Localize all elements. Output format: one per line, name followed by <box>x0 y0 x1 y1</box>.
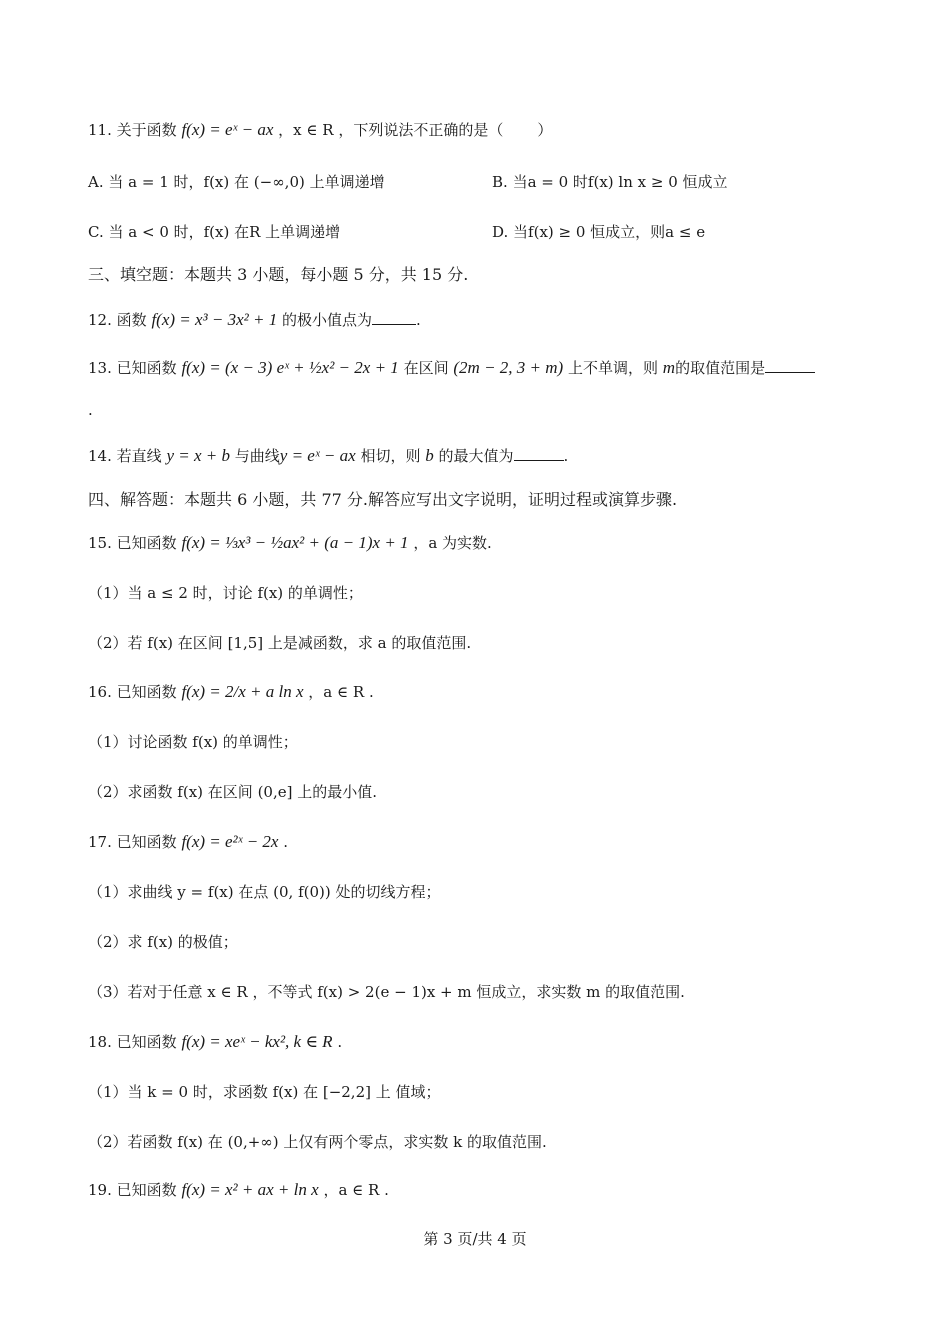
q15-part1: （1）当 a ≤ 2 时，讨论 f(x) 的单调性； <box>88 584 363 602</box>
q13-variable: m <box>662 358 676 377</box>
q19-function: f(x) = x² + ax + ln x <box>181 1180 319 1199</box>
q12-text-tail: 的极小值点为 <box>282 311 373 329</box>
q11-option-d <box>492 220 705 244</box>
q14-answer-blank[interactable] <box>514 446 564 461</box>
q18-part2: （2）若函数 f(x) 在 (0,+∞) 上仅有两个零点，求实数 k 的取值范围. <box>88 1133 547 1151</box>
q13-number: 13. <box>88 359 112 377</box>
option-d-label: D. <box>492 223 509 241</box>
q19-text: 已知函数 <box>116 1181 177 1199</box>
q14-text-tail: 的最大值为 <box>438 447 514 465</box>
q18-function: f(x) = xeˣ − kx², k ∈ R <box>181 1032 333 1051</box>
q13-text-mid2: 上不单调，则 <box>567 359 658 377</box>
q16-part2: （2）求函数 f(x) 在区间 (0,e] 上的最小值. <box>88 783 377 801</box>
option-a-label: A. <box>88 173 104 191</box>
q12-answer-blank[interactable] <box>372 310 416 325</box>
q18-number: 18. <box>88 1033 112 1051</box>
option-b-label: B. <box>492 173 508 191</box>
q13-text-tail: 的取值范围是 <box>675 359 766 377</box>
q11-option-c <box>88 220 340 244</box>
q11-number: 11. <box>88 121 112 139</box>
section-4-heading: 四、解答题：本题共 6 小题，共 77 分.解答应写出文字说明，证明过程或演算步骤. <box>88 490 678 509</box>
q18 <box>88 1030 342 1054</box>
q14 <box>88 444 568 468</box>
q13-interval: (2m − 2, 3 + m) <box>453 358 564 377</box>
q13-period: . <box>88 401 93 419</box>
q14-line: y = x + b <box>166 446 230 465</box>
option-a-text: 当 a = 1 时，f(x) 在 (−∞,0) 上单调递增 <box>108 173 385 191</box>
q16-number: 16. <box>88 683 112 701</box>
q16-text: 已知函数 <box>116 683 177 701</box>
q12-period: . <box>416 311 421 329</box>
q13-text-mid: 在区间 <box>403 359 449 377</box>
q14-text-mid: 与曲线 <box>234 447 280 465</box>
q11-option-b <box>492 170 728 194</box>
q11-stem-text: 关于函数 <box>116 121 177 139</box>
q15 <box>88 531 492 555</box>
q17-part3: （3）若对于任意 x ∈ R ，不等式 f(x) > 2(e − 1)x + m 恒成立，求实数 m 的取值范围. <box>88 983 685 1001</box>
q19-text-tail: ，a ∈ R . <box>323 1181 389 1199</box>
q15-function: f(x) = ⅓x³ − ½ax² + (a − 1)x + 1 <box>181 533 409 552</box>
q12-number: 12. <box>88 311 112 329</box>
q16-function: f(x) = 2/x + a ln x <box>181 682 304 701</box>
q11-function: f(x) = eˣ − ax <box>181 120 274 139</box>
q15-number: 15. <box>88 534 112 552</box>
q15-text-tail: ，a 为实数. <box>413 534 492 552</box>
q18-text: 已知函数 <box>116 1033 177 1051</box>
q12 <box>88 308 421 332</box>
option-c-label: C. <box>88 223 104 241</box>
q19-number: 19. <box>88 1181 112 1199</box>
q17-period: . <box>283 833 289 851</box>
q18-part1: （1）当 k = 0 时，求函数 f(x) 在 [−2,2] 上 值域； <box>88 1083 441 1101</box>
q11-paren-close: ） <box>537 121 553 139</box>
q14-number: 14. <box>88 447 112 465</box>
q17-function: f(x) = e²ˣ − 2x <box>181 832 279 851</box>
q18-period: . <box>337 1033 343 1051</box>
q13-answer-blank[interactable] <box>765 358 815 373</box>
q16-part1: （1）讨论函数 f(x) 的单调性； <box>88 733 298 751</box>
q15-part2: （2）若 f(x) 在区间 [1,5] 上是减函数，求 a 的取值范围. <box>88 634 472 652</box>
option-d-text: 当f(x) ≥ 0 恒成立，则a ≤ e <box>513 223 706 241</box>
q13-text: 已知函数 <box>116 359 177 377</box>
q13 <box>88 356 815 380</box>
q11-option-a <box>88 170 385 194</box>
q17-part1: （1）求曲线 y = f(x) 在点 (0, f(0)) 处的切线方程； <box>88 883 441 901</box>
q14-variable: b <box>425 446 434 465</box>
q15-text: 已知函数 <box>116 534 177 552</box>
q11-stem <box>88 118 552 142</box>
q17-number: 17. <box>88 833 112 851</box>
q11-stem-tail: ，x ∈ R ，下列说法不正确的是（ <box>278 121 504 139</box>
q14-text: 若直线 <box>116 447 162 465</box>
q17-part2: （2）求 f(x) 的极值； <box>88 933 238 951</box>
q17-text: 已知函数 <box>116 833 177 851</box>
q17 <box>88 830 288 854</box>
q12-function: f(x) = x³ − 3x² + 1 <box>151 310 278 329</box>
option-c-text: 当 a < 0 时，f(x) 在R 上单调递增 <box>108 223 341 241</box>
section-3-heading: 三、填空题：本题共 3 小题，每小题 5 分，共 15 分. <box>88 265 469 284</box>
q14-period: . <box>563 447 569 465</box>
q13-function: f(x) = (x − 3) eˣ + ½x² − 2x + 1 <box>181 358 399 377</box>
q14-curve: y = eˣ − ax <box>279 446 356 465</box>
q14-text-mid2: 相切，则 <box>360 447 421 465</box>
q19 <box>88 1178 389 1202</box>
page-footer: 第 3 页/共 4 页 <box>423 1230 527 1248</box>
q16-text-tail: ，a ∈ R . <box>308 683 374 701</box>
q12-text: 函数 <box>116 311 147 329</box>
q16 <box>88 680 374 704</box>
option-b-text: 当a = 0 时f(x) ln x ≥ 0 恒成立 <box>512 173 728 191</box>
